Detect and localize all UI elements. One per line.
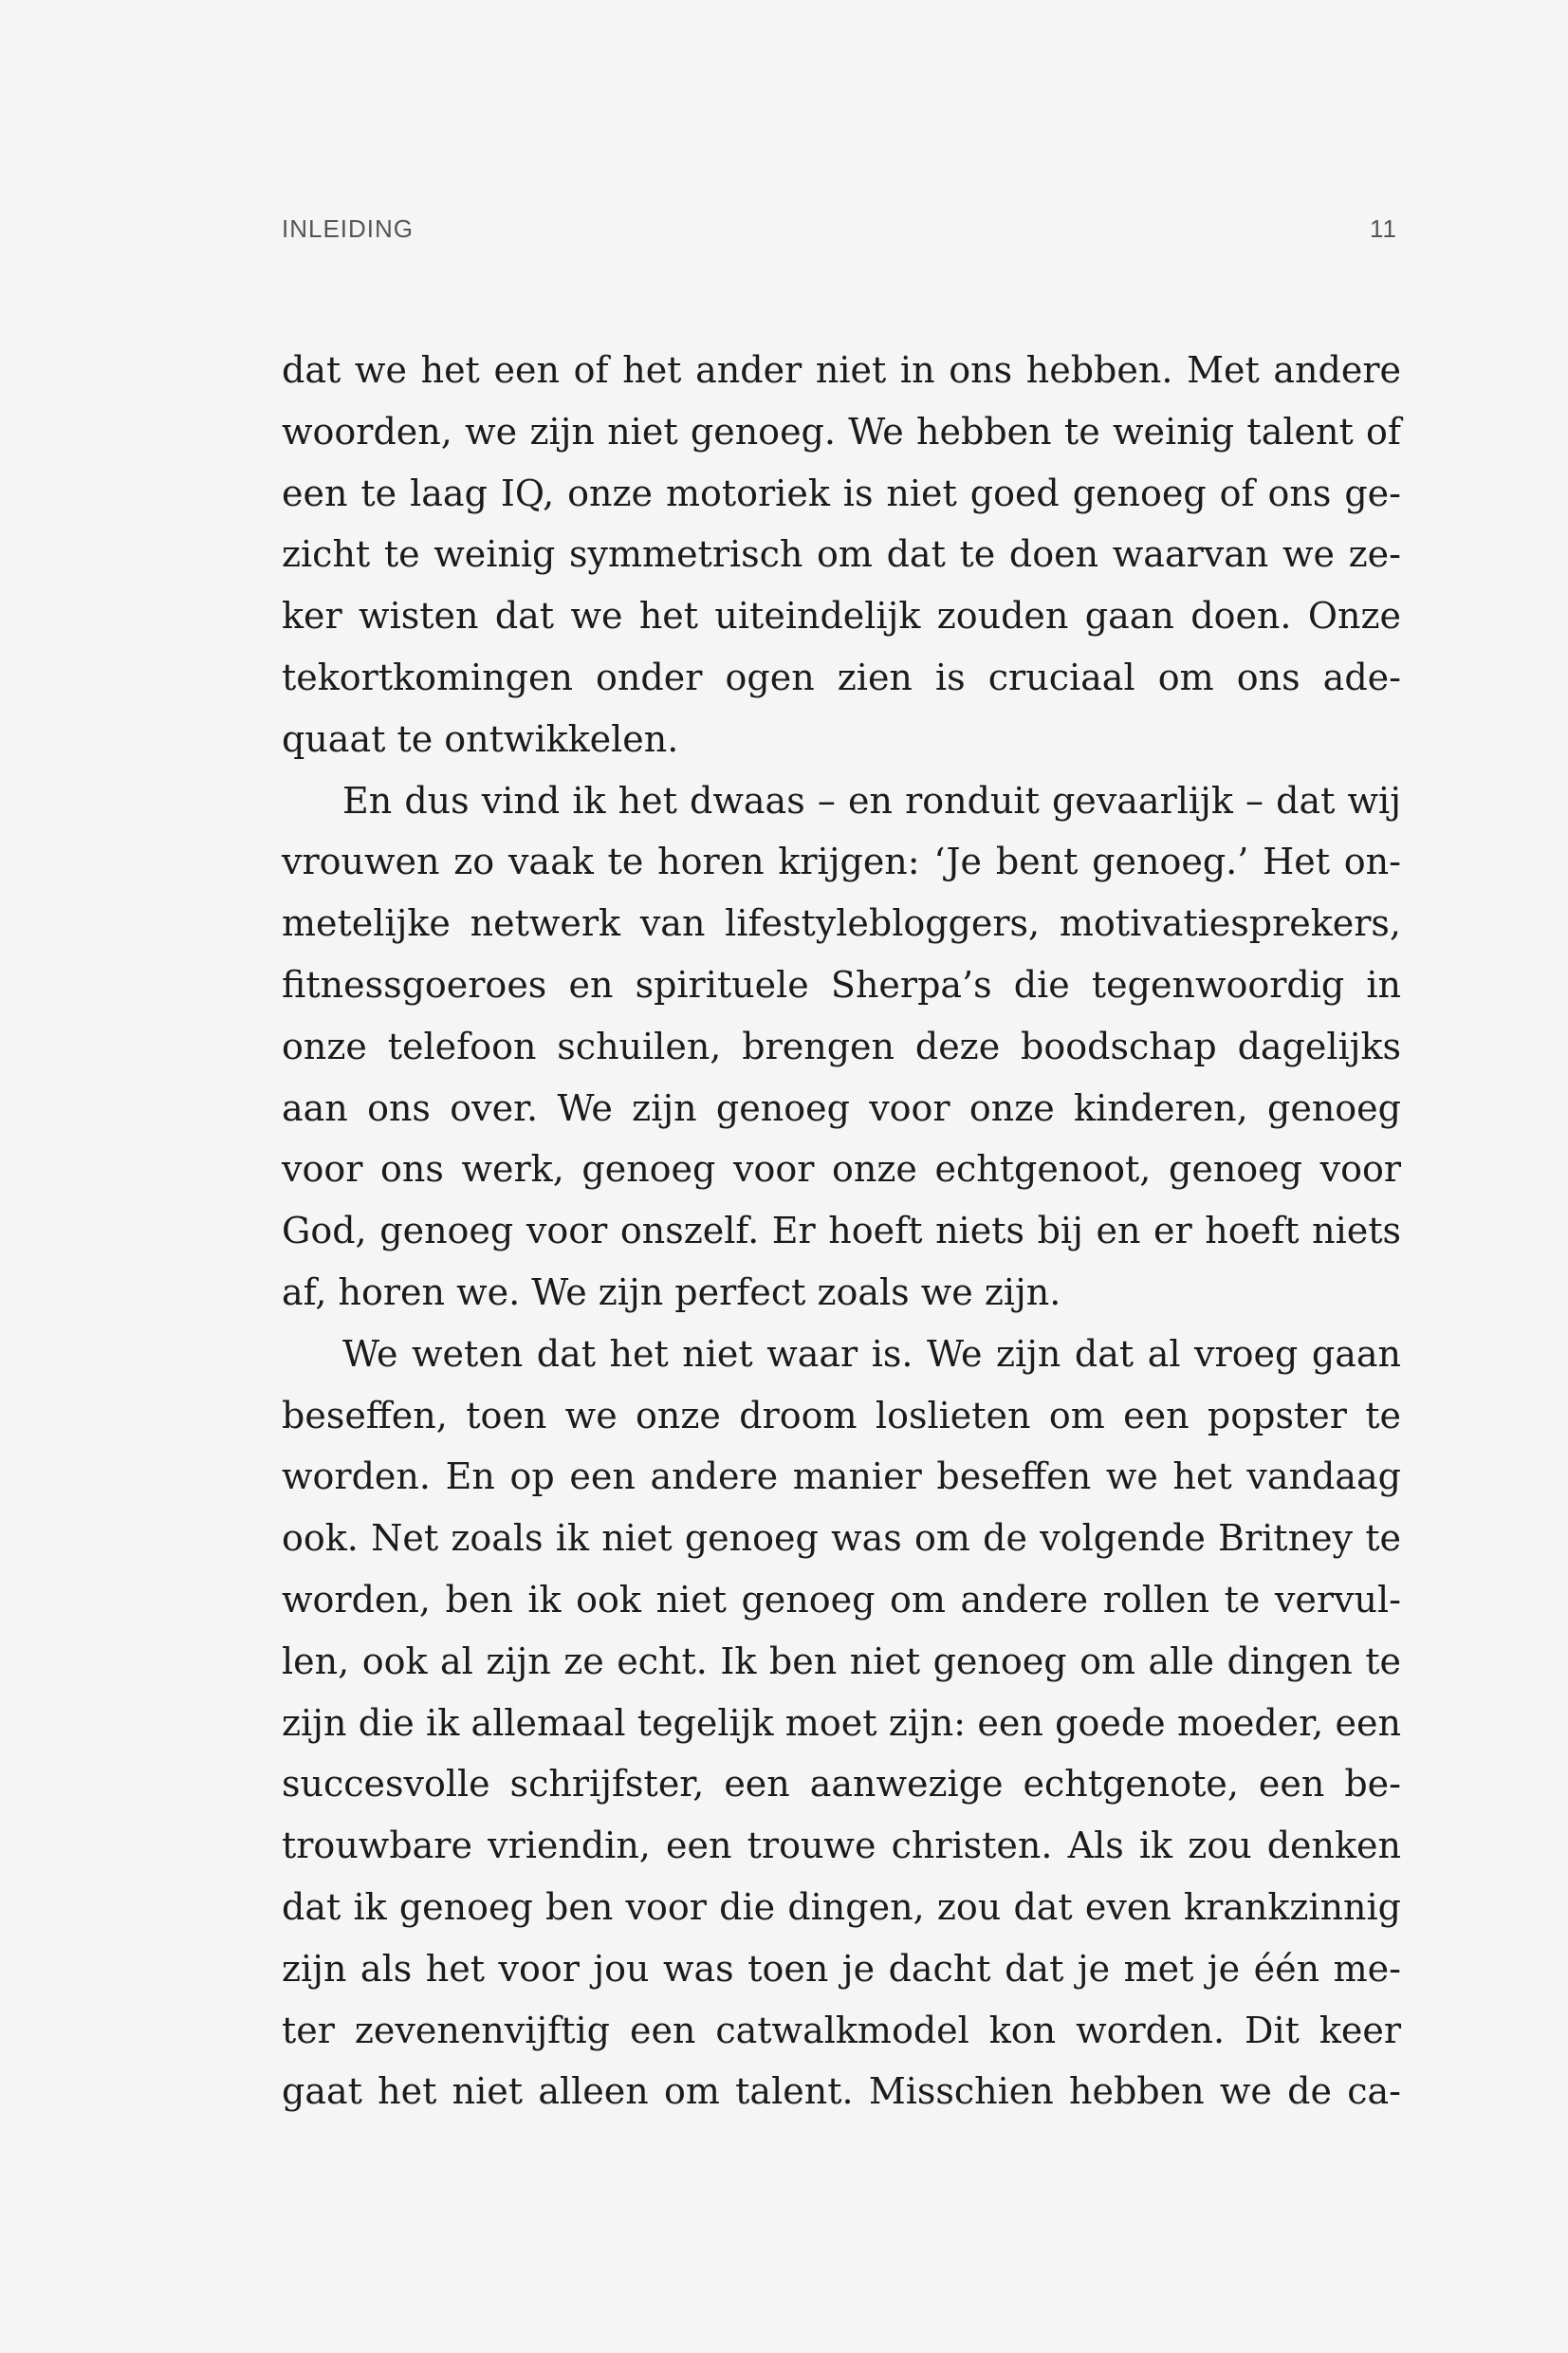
text-line: woorden, we zijn niet genoeg. We hebben te weinig talent of	[282, 410, 1401, 453]
paragraph-2	[282, 770, 1401, 1324]
body-text	[282, 340, 1401, 2122]
text-line: ook. Net zoals ik niet genoeg was om de volgende Britney te	[282, 1517, 1401, 1560]
text-line: voor ons werk, genoeg voor onze echtgenoot, genoeg voor	[282, 1148, 1401, 1191]
text-line: We weten dat het niet waar is. We zijn dat al vroeg gaan	[342, 1332, 1401, 1375]
text-line: dat we het een of het ander niet in ons hebben. Met andere	[282, 349, 1401, 391]
paragraph-1	[282, 340, 1401, 770]
text-line: een te laag IQ, onze motoriek is niet goed genoeg of ons ge-	[282, 472, 1401, 514]
text-line: trouwbare vriendin, een trouwe christen. Als ik zou denken	[282, 1825, 1401, 1867]
text-line: beseffen, toen we onze droom loslieten om een popster te	[282, 1394, 1401, 1436]
text-line: zijn als het voor jou was toen je dacht dat je met je één me-	[282, 1947, 1401, 1990]
text-line: onze telefoon schuilen, brengen deze boodschap dagelijks	[282, 1025, 1401, 1067]
text-line: tekortkomingen onder ogen zien is cruciaal om ons ade-	[282, 656, 1401, 698]
text-line: ker wisten dat we het uiteindelijk zouden gaan doen. Onze	[282, 595, 1401, 638]
page-number: 11	[1370, 214, 1397, 243]
text-line: zijn die ik allemaal tegelijk moet zijn: een goede moeder, een	[282, 1701, 1401, 1744]
text-line: len, ook al zijn ze echt. Ik ben niet genoeg om alle dingen te	[282, 1640, 1401, 1682]
text-line: vrouwen zo vaak te horen krijgen: ‘Je bent genoeg.’ Het on-	[282, 841, 1401, 883]
text-line: worden, ben ik ook niet genoeg om andere rollen te vervul-	[282, 1578, 1401, 1621]
paragraph-3	[282, 1324, 1401, 2122]
text-line: quaat te ontwikkelen.	[282, 717, 679, 760]
text-line: fitnessgoeroes en spirituele Sherpa’s die tegenwoordig in	[282, 963, 1401, 1006]
text-line: zicht te weinig symmetrisch om dat te doen waarvan we ze-	[282, 533, 1401, 576]
text-line: En dus vind ik het dwaas – en ronduit gevaarlijk – dat wij	[342, 779, 1401, 822]
text-line: succesvolle schrijfster, een aanwezige echtgenote, een be-	[282, 1763, 1401, 1806]
text-line: aan ons over. We zijn genoeg voor onze kinderen, genoeg	[282, 1086, 1401, 1129]
text-line: metelijke netwerk van lifestylebloggers, motivatiesprekers,	[282, 902, 1401, 945]
text-line: ter zevenenvijftig een catwalkmodel kon worden. Dit keer	[282, 2009, 1401, 2051]
text-line: God, genoeg voor onszelf. Er hoeft niets bij en er hoeft niets	[282, 1210, 1401, 1252]
text-line: worden. En op een andere manier beseffen we het vandaag	[282, 1455, 1401, 1498]
section-title: INLEIDING	[282, 214, 415, 243]
text-line: gaat het niet alleen om talent. Misschien hebben we de ca-	[282, 2070, 1401, 2113]
running-head	[282, 214, 1397, 252]
text-line: dat ik genoeg ben voor die dingen, zou dat even krankzinnig	[282, 1885, 1401, 1928]
text-line: af, horen we. We zijn perfect zoals we zijn.	[282, 1270, 1061, 1313]
